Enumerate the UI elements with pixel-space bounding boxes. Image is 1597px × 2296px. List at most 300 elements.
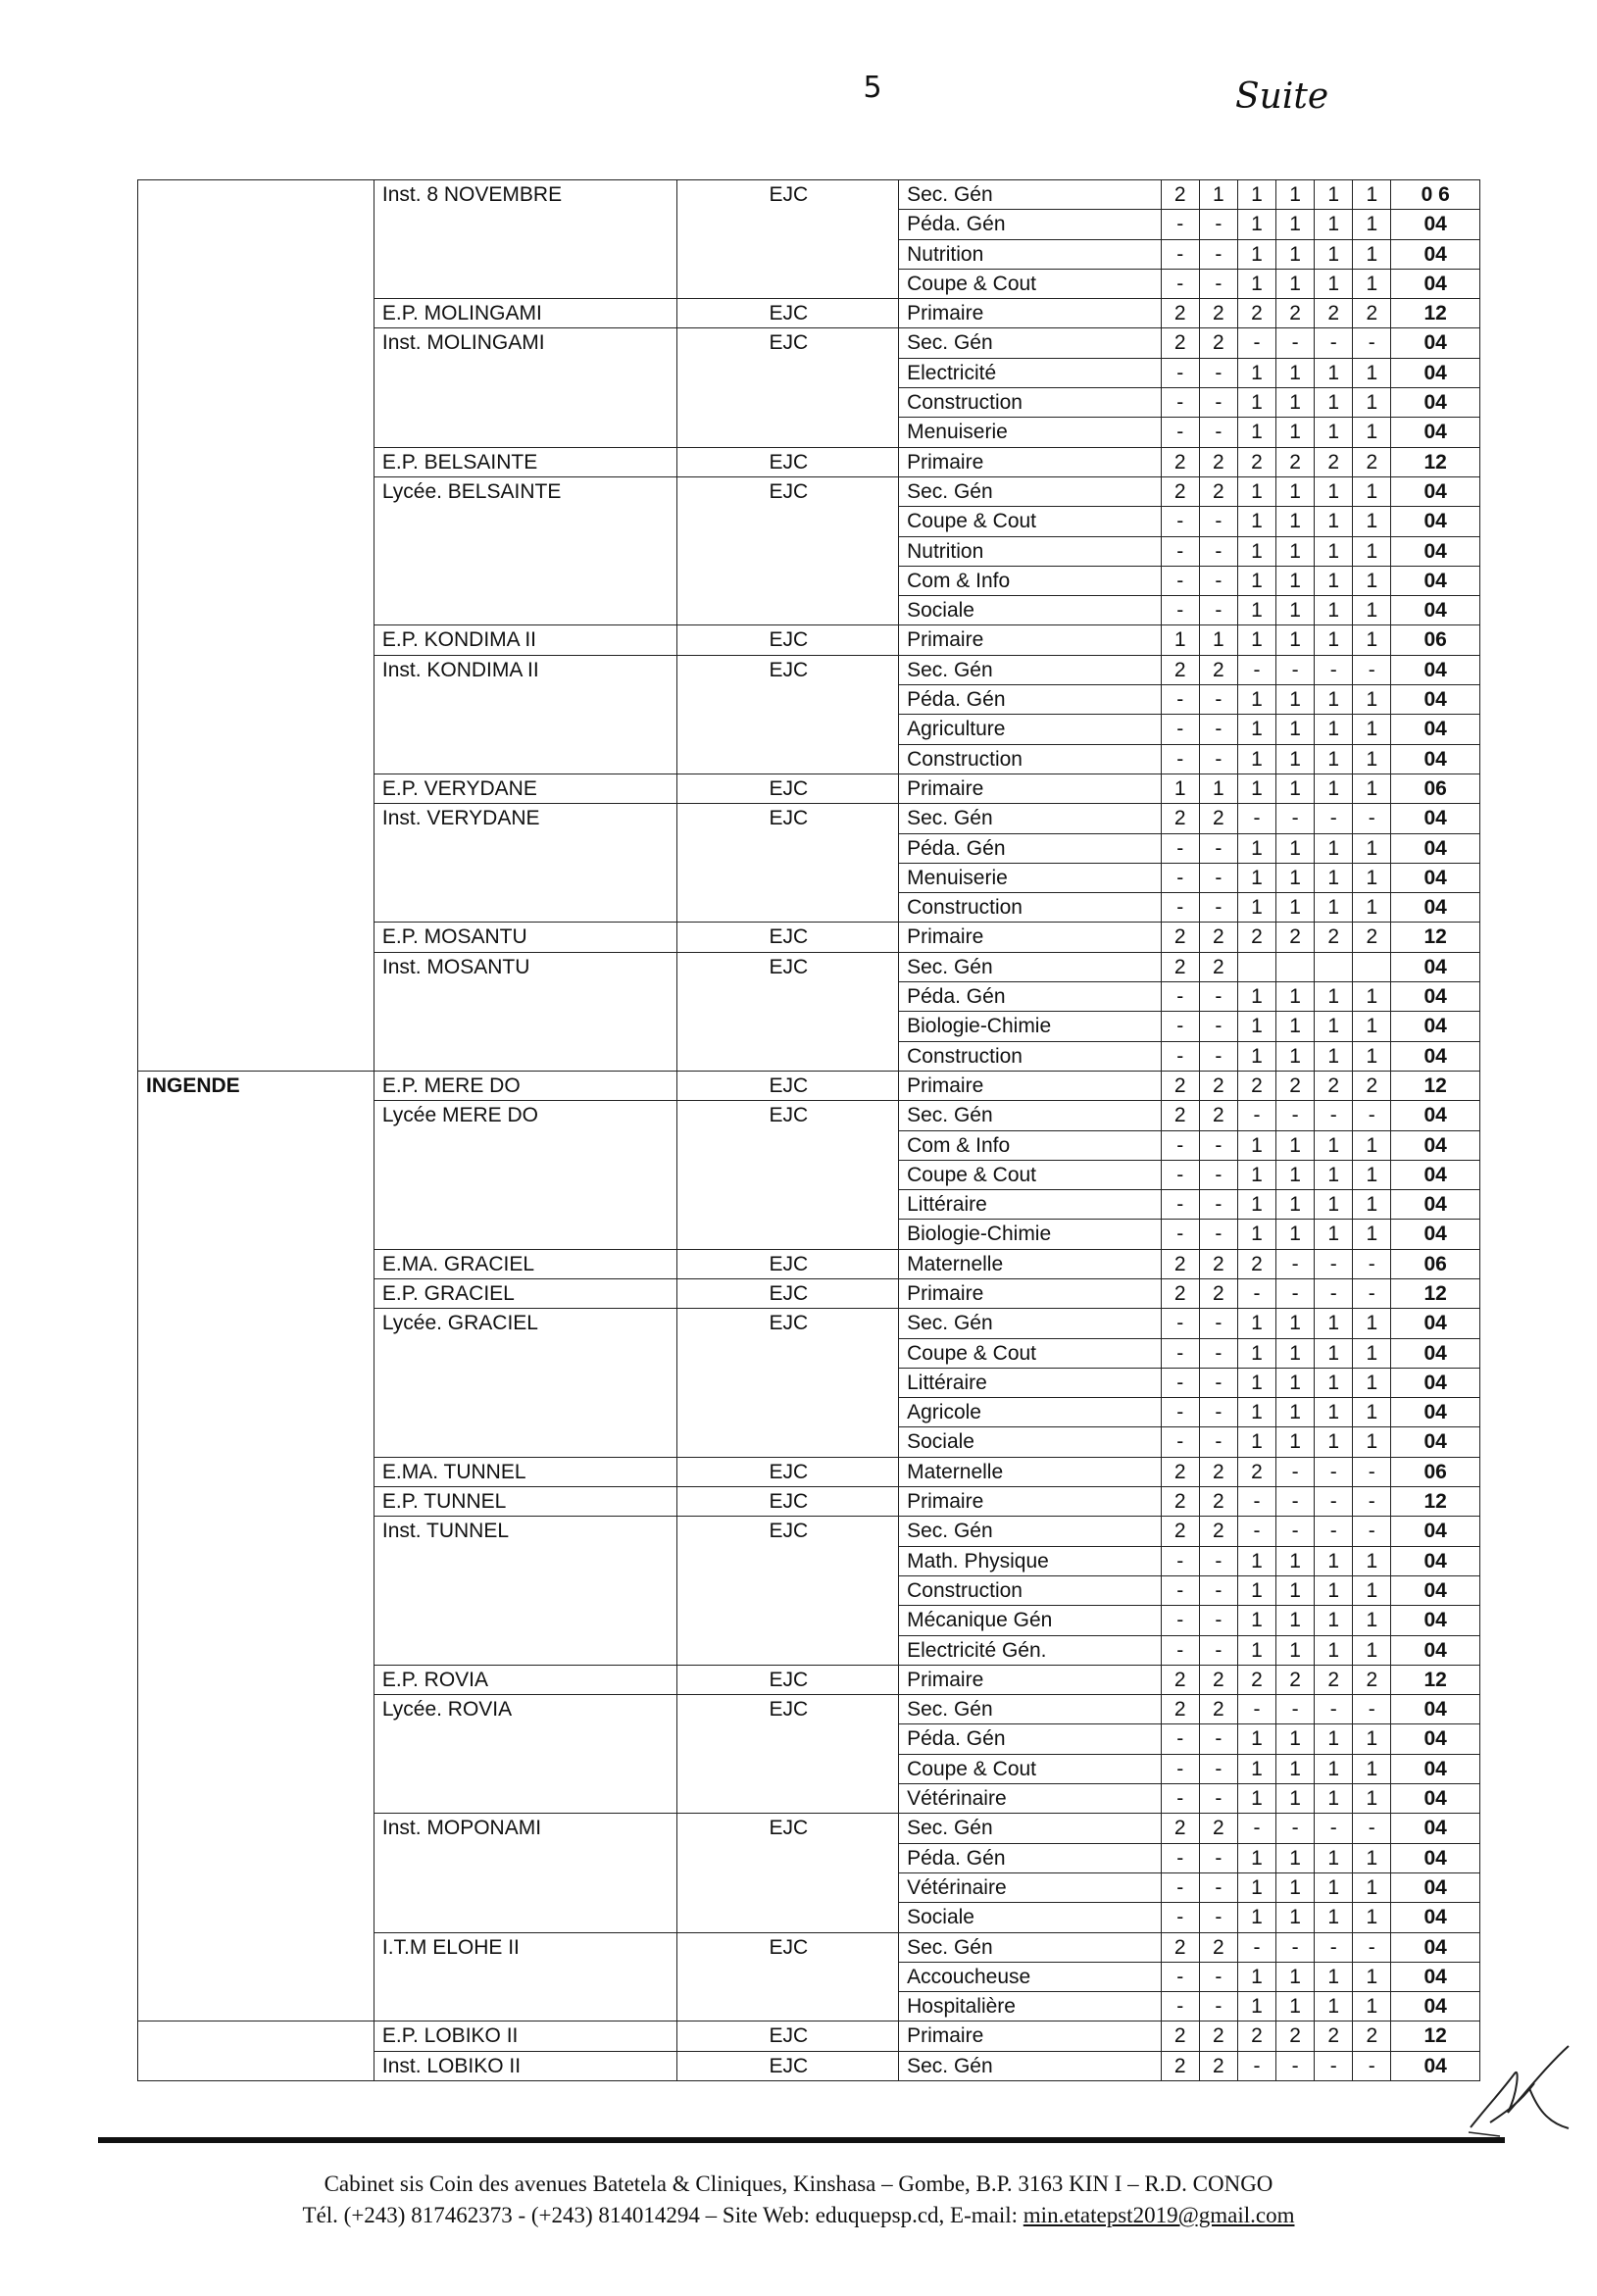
option-cell: Sociale bbox=[899, 1427, 1162, 1457]
option-cell: Péda. Gén bbox=[899, 685, 1162, 715]
class-count-cell: 1 bbox=[1315, 1012, 1353, 1041]
class-count-cell: - bbox=[1276, 1249, 1315, 1278]
option-cell: Littéraire bbox=[899, 1368, 1162, 1397]
class-count-cell: - bbox=[1237, 2051, 1275, 2080]
class-count-cell: 1 bbox=[1276, 1872, 1315, 1902]
footer-email-link[interactable]: min.etatepst2019@gmail.com bbox=[1023, 2203, 1295, 2227]
class-count-cell: 1 bbox=[1276, 210, 1315, 239]
class-count-cell: - bbox=[1276, 1932, 1315, 1962]
class-count-cell: 2 bbox=[1161, 655, 1199, 684]
class-count-cell: - bbox=[1161, 239, 1199, 269]
class-count-cell: - bbox=[1315, 1101, 1353, 1130]
class-count-cell: 1 bbox=[1315, 774, 1353, 803]
class-count-cell: - bbox=[1315, 1517, 1353, 1546]
footer-phone-web: Tél. (+243) 817462373 - (+243) 814014294 – Site Web: eduquepsp.cd, E-mail: bbox=[302, 2203, 1023, 2227]
option-cell: Mécanique Gén bbox=[899, 1606, 1162, 1635]
class-count-cell: 1 bbox=[1237, 893, 1275, 923]
option-cell: Péda. Gén bbox=[899, 982, 1162, 1012]
management-cell: EJC bbox=[676, 655, 898, 774]
class-count-cell: - bbox=[1315, 804, 1353, 833]
class-count-cell: 1 bbox=[1237, 180, 1275, 210]
option-cell: Sec. Gén bbox=[899, 180, 1162, 210]
class-count-cell: 1 bbox=[1353, 833, 1391, 863]
class-count-cell: 1 bbox=[1353, 715, 1391, 744]
class-count-cell: 1 bbox=[1353, 239, 1391, 269]
class-count-cell: - bbox=[1276, 1814, 1315, 1843]
option-cell: Primaire bbox=[899, 1665, 1162, 1694]
class-count-cell: - bbox=[1315, 655, 1353, 684]
option-cell: Coupe & Cout bbox=[899, 507, 1162, 536]
total-cell: 04 bbox=[1391, 1427, 1480, 1457]
total-cell: 04 bbox=[1391, 1814, 1480, 1843]
class-count-cell: - bbox=[1353, 1695, 1391, 1724]
class-count-cell: 1 bbox=[1353, 1784, 1391, 1814]
class-count-cell: 1 bbox=[1276, 1843, 1315, 1872]
class-count-cell: - bbox=[1199, 1368, 1237, 1397]
option-cell: Com & Info bbox=[899, 566, 1162, 595]
class-count-cell: - bbox=[1199, 1635, 1237, 1665]
class-count-cell: 1 bbox=[1237, 1992, 1275, 2021]
class-count-cell: 1 bbox=[1315, 1992, 1353, 2021]
class-count-cell: 1 bbox=[1315, 1635, 1353, 1665]
class-count-cell: 1 bbox=[1276, 358, 1315, 387]
class-count-cell: 2 bbox=[1237, 1665, 1275, 1694]
total-cell: 04 bbox=[1391, 1101, 1480, 1130]
option-cell: Sociale bbox=[899, 1903, 1162, 1932]
class-count-cell: 1 bbox=[1237, 715, 1275, 744]
class-count-cell: 1 bbox=[1276, 774, 1315, 803]
class-count-cell: 1 bbox=[1276, 536, 1315, 566]
total-cell: 12 bbox=[1391, 1278, 1480, 1308]
class-count-cell: 2 bbox=[1276, 299, 1315, 328]
option-cell: Péda. Gén bbox=[899, 1724, 1162, 1754]
class-count-cell: 2 bbox=[1161, 180, 1199, 210]
class-count-cell: 1 bbox=[1353, 982, 1391, 1012]
option-cell: Vétérinaire bbox=[899, 1784, 1162, 1814]
class-count-cell: 1 bbox=[1276, 1903, 1315, 1932]
class-count-cell: 2 bbox=[1315, 447, 1353, 476]
class-count-cell: - bbox=[1161, 1843, 1199, 1872]
class-count-cell: - bbox=[1199, 1309, 1237, 1338]
class-count-cell: 1 bbox=[1353, 774, 1391, 803]
class-count-cell: - bbox=[1353, 1278, 1391, 1308]
option-cell: Sec. Gén bbox=[899, 1932, 1162, 1962]
class-count-cell: 2 bbox=[1315, 923, 1353, 952]
class-count-cell: 1 bbox=[1237, 1575, 1275, 1605]
class-count-cell: - bbox=[1315, 328, 1353, 358]
class-count-cell: 1 bbox=[1353, 1220, 1391, 1249]
option-cell: Sec. Gén bbox=[899, 1309, 1162, 1338]
class-count-cell: 1 bbox=[1276, 715, 1315, 744]
option-cell: Biologie-Chimie bbox=[899, 1012, 1162, 1041]
class-count-cell: 2 bbox=[1161, 2021, 1199, 2051]
class-count-cell: - bbox=[1199, 1012, 1237, 1041]
footer-divider bbox=[98, 2137, 1505, 2143]
class-count-cell: - bbox=[1199, 1398, 1237, 1427]
class-count-cell: - bbox=[1161, 715, 1199, 744]
class-count-cell: - bbox=[1276, 804, 1315, 833]
class-count-cell: - bbox=[1161, 1635, 1199, 1665]
class-count-cell: 1 bbox=[1199, 180, 1237, 210]
option-cell: Péda. Gén bbox=[899, 210, 1162, 239]
total-cell: 04 bbox=[1391, 476, 1480, 506]
option-cell: Sec. Gén bbox=[899, 1517, 1162, 1546]
class-count-cell: - bbox=[1353, 1101, 1391, 1130]
class-count-cell: 2 bbox=[1199, 923, 1237, 952]
total-cell: 04 bbox=[1391, 1398, 1480, 1427]
footer bbox=[0, 2169, 1597, 2231]
class-count-cell: 1 bbox=[1237, 536, 1275, 566]
class-count-cell: 2 bbox=[1161, 952, 1199, 981]
class-count-cell: 1 bbox=[1276, 1012, 1315, 1041]
class-count-cell: 1 bbox=[1353, 269, 1391, 298]
class-count-cell: - bbox=[1161, 833, 1199, 863]
class-count-cell: 1 bbox=[1353, 863, 1391, 892]
total-cell: 04 bbox=[1391, 1309, 1480, 1338]
class-count-cell: 2 bbox=[1199, 1101, 1237, 1130]
option-cell: Primaire bbox=[899, 299, 1162, 328]
class-count-cell: 1 bbox=[1315, 1427, 1353, 1457]
total-cell: 04 bbox=[1391, 1338, 1480, 1368]
class-count-cell: 1 bbox=[1353, 1130, 1391, 1160]
class-count-cell: - bbox=[1237, 1814, 1275, 1843]
class-count-cell: 1 bbox=[1353, 1338, 1391, 1368]
class-count-cell: 1 bbox=[1353, 358, 1391, 387]
class-count-cell: 1 bbox=[1237, 239, 1275, 269]
class-count-cell: 1 bbox=[1237, 507, 1275, 536]
management-cell: EJC bbox=[676, 1278, 898, 1308]
total-cell: 04 bbox=[1391, 536, 1480, 566]
class-count-cell: 2 bbox=[1237, 2021, 1275, 2051]
option-cell: Primaire bbox=[899, 774, 1162, 803]
region-cell: INGENDE bbox=[138, 1071, 374, 2021]
class-count-cell: - bbox=[1276, 1487, 1315, 1517]
class-count-cell bbox=[1315, 952, 1353, 981]
total-cell: 04 bbox=[1391, 239, 1480, 269]
school-name-cell: Inst. VERYDANE bbox=[374, 804, 676, 923]
class-count-cell: 2 bbox=[1315, 2021, 1353, 2051]
management-cell: EJC bbox=[676, 625, 898, 655]
school-name-cell: E.P. KONDIMA II bbox=[374, 625, 676, 655]
class-count-cell: 1 bbox=[1353, 625, 1391, 655]
class-count-cell: - bbox=[1161, 1427, 1199, 1457]
class-count-cell: 1 bbox=[1353, 388, 1391, 418]
option-cell: Coupe & Cout bbox=[899, 269, 1162, 298]
option-cell: Sec. Gén bbox=[899, 476, 1162, 506]
school-name-cell: Lycée. GRACIEL bbox=[374, 1309, 676, 1457]
class-count-cell: 1 bbox=[1276, 566, 1315, 595]
class-count-cell: 1 bbox=[1276, 1606, 1315, 1635]
class-count-cell: 1 bbox=[1276, 596, 1315, 625]
option-cell: Construction bbox=[899, 893, 1162, 923]
option-cell: Primaire bbox=[899, 1071, 1162, 1100]
class-count-cell: - bbox=[1199, 863, 1237, 892]
class-count-cell: 1 bbox=[1315, 1724, 1353, 1754]
total-cell: 04 bbox=[1391, 1190, 1480, 1220]
class-count-cell: 2 bbox=[1161, 2051, 1199, 2080]
class-count-cell: 1 bbox=[1161, 625, 1199, 655]
suite-handwritten-mark: Suite bbox=[1235, 76, 1329, 117]
class-count-cell: 1 bbox=[1353, 1041, 1391, 1071]
class-count-cell: 1 bbox=[1315, 863, 1353, 892]
class-count-cell: 1 bbox=[1237, 1784, 1275, 1814]
class-count-cell: - bbox=[1237, 328, 1275, 358]
class-count-cell: 1 bbox=[1315, 269, 1353, 298]
class-count-cell: 1 bbox=[1237, 1368, 1275, 1397]
class-count-cell: - bbox=[1161, 1606, 1199, 1635]
management-cell: EJC bbox=[676, 476, 898, 624]
class-count-cell: - bbox=[1161, 1309, 1199, 1338]
option-cell: Maternelle bbox=[899, 1249, 1162, 1278]
class-count-cell: 2 bbox=[1199, 1517, 1237, 1546]
class-count-cell: 2 bbox=[1199, 1249, 1237, 1278]
class-count-cell: - bbox=[1199, 1546, 1237, 1575]
class-count-cell: 2 bbox=[1276, 447, 1315, 476]
class-count-cell: 2 bbox=[1161, 1457, 1199, 1486]
class-count-cell: - bbox=[1199, 1338, 1237, 1368]
class-count-cell: - bbox=[1161, 1338, 1199, 1368]
class-count-cell: 1 bbox=[1315, 1843, 1353, 1872]
class-count-cell: 1 bbox=[1315, 1190, 1353, 1220]
class-count-cell: - bbox=[1276, 328, 1315, 358]
total-cell: 04 bbox=[1391, 1160, 1480, 1189]
total-cell: 12 bbox=[1391, 447, 1480, 476]
class-count-cell: 1 bbox=[1353, 744, 1391, 774]
school-name-cell: Lycée. ROVIA bbox=[374, 1695, 676, 1814]
class-count-cell: 1 bbox=[1315, 596, 1353, 625]
class-count-cell: 1 bbox=[1276, 388, 1315, 418]
school-name-cell: Lycée. BELSAINTE bbox=[374, 476, 676, 624]
class-count-cell: - bbox=[1161, 1575, 1199, 1605]
class-count-cell: - bbox=[1353, 1457, 1391, 1486]
management-cell: EJC bbox=[676, 804, 898, 923]
option-cell: Agriculture bbox=[899, 715, 1162, 744]
class-count-cell: - bbox=[1353, 2051, 1391, 2080]
class-count-cell: 2 bbox=[1161, 299, 1199, 328]
class-count-cell: 1 bbox=[1237, 1012, 1275, 1041]
class-count-cell: - bbox=[1161, 1398, 1199, 1427]
class-count-cell: 2 bbox=[1353, 447, 1391, 476]
class-count-cell: 1 bbox=[1315, 1309, 1353, 1338]
class-count-cell: - bbox=[1161, 536, 1199, 566]
management-cell: EJC bbox=[676, 299, 898, 328]
class-count-cell: - bbox=[1161, 1784, 1199, 1814]
class-count-cell: - bbox=[1199, 1575, 1237, 1605]
option-cell: Math. Physique bbox=[899, 1546, 1162, 1575]
class-count-cell: - bbox=[1161, 1160, 1199, 1189]
class-count-cell: 2 bbox=[1199, 299, 1237, 328]
class-count-cell: - bbox=[1199, 833, 1237, 863]
class-count-cell: 1 bbox=[1237, 1754, 1275, 1783]
class-count-cell: - bbox=[1353, 655, 1391, 684]
class-count-cell: - bbox=[1199, 596, 1237, 625]
class-count-cell: 1 bbox=[1237, 833, 1275, 863]
class-count-cell: 1 bbox=[1353, 1903, 1391, 1932]
management-cell: EJC bbox=[676, 952, 898, 1071]
class-count-cell: 2 bbox=[1199, 1695, 1237, 1724]
option-cell: Sociale bbox=[899, 596, 1162, 625]
class-count-cell: 1 bbox=[1315, 536, 1353, 566]
class-count-cell: 1 bbox=[1276, 1041, 1315, 1071]
class-count-cell: 1 bbox=[1237, 388, 1275, 418]
class-count-cell: 2 bbox=[1237, 447, 1275, 476]
option-cell: Nutrition bbox=[899, 536, 1162, 566]
school-name-cell: Inst. LOBIKO II bbox=[374, 2051, 676, 2080]
class-count-cell: 1 bbox=[1276, 1784, 1315, 1814]
class-count-cell: 1 bbox=[1237, 744, 1275, 774]
class-count-cell: 1 bbox=[1237, 1843, 1275, 1872]
class-count-cell: 1 bbox=[1315, 1872, 1353, 1902]
class-count-cell: 2 bbox=[1237, 1249, 1275, 1278]
class-count-cell: - bbox=[1161, 507, 1199, 536]
class-count-cell: 1 bbox=[1353, 1992, 1391, 2021]
total-cell: 04 bbox=[1391, 1932, 1480, 1962]
school-name-cell: Inst. 8 NOVEMBRE bbox=[374, 180, 676, 299]
class-count-cell: - bbox=[1161, 358, 1199, 387]
class-count-cell: - bbox=[1199, 358, 1237, 387]
class-count-cell: 1 bbox=[1237, 625, 1275, 655]
total-cell: 04 bbox=[1391, 388, 1480, 418]
class-count-cell: 1 bbox=[1315, 744, 1353, 774]
option-cell: Menuiserie bbox=[899, 863, 1162, 892]
class-count-cell: 1 bbox=[1353, 596, 1391, 625]
class-count-cell: 1 bbox=[1199, 774, 1237, 803]
class-count-cell: 1 bbox=[1276, 1724, 1315, 1754]
class-count-cell: - bbox=[1353, 1487, 1391, 1517]
class-count-cell: - bbox=[1353, 1249, 1391, 1278]
option-cell: Construction bbox=[899, 388, 1162, 418]
class-count-cell: 1 bbox=[1315, 418, 1353, 447]
total-cell: 04 bbox=[1391, 1784, 1480, 1814]
total-cell: 04 bbox=[1391, 1635, 1480, 1665]
signature-mark bbox=[1461, 2034, 1578, 2142]
class-count-cell: 2 bbox=[1199, 804, 1237, 833]
management-cell: EJC bbox=[676, 1517, 898, 1665]
class-count-cell: 2 bbox=[1315, 299, 1353, 328]
class-count-cell: 1 bbox=[1237, 863, 1275, 892]
class-count-cell: - bbox=[1315, 1695, 1353, 1724]
school-name-cell: E.P. TUNNEL bbox=[374, 1487, 676, 1517]
class-count-cell: 1 bbox=[1315, 566, 1353, 595]
option-cell: Primaire bbox=[899, 1487, 1162, 1517]
class-count-cell: 2 bbox=[1237, 1071, 1275, 1100]
total-cell: 04 bbox=[1391, 685, 1480, 715]
school-name-cell: E.P. VERYDANE bbox=[374, 774, 676, 803]
class-count-cell: 1 bbox=[1276, 1338, 1315, 1368]
total-cell: 04 bbox=[1391, 715, 1480, 744]
option-cell: Sec. Gén bbox=[899, 655, 1162, 684]
class-count-cell: 2 bbox=[1161, 1071, 1199, 1100]
region-cell bbox=[138, 180, 374, 1072]
option-cell: Vétérinaire bbox=[899, 1872, 1162, 1902]
class-count-cell bbox=[1237, 952, 1275, 981]
class-count-cell: 1 bbox=[1315, 833, 1353, 863]
school-name-cell: E.P. ROVIA bbox=[374, 1665, 676, 1694]
class-count-cell: 1 bbox=[1353, 1872, 1391, 1902]
total-cell: 04 bbox=[1391, 1517, 1480, 1546]
class-count-cell: 1 bbox=[1237, 774, 1275, 803]
class-count-cell: 1 bbox=[1353, 536, 1391, 566]
class-count-cell: 1 bbox=[1276, 1220, 1315, 1249]
class-count-cell: - bbox=[1199, 269, 1237, 298]
class-count-cell: 1 bbox=[1353, 507, 1391, 536]
class-count-cell: 1 bbox=[1353, 180, 1391, 210]
class-count-cell: - bbox=[1315, 1814, 1353, 1843]
class-count-cell: 1 bbox=[1315, 476, 1353, 506]
class-count-cell: 1 bbox=[1315, 1903, 1353, 1932]
class-count-cell: - bbox=[1237, 1695, 1275, 1724]
class-count-cell: - bbox=[1161, 388, 1199, 418]
region-cell bbox=[138, 2021, 374, 2081]
class-count-cell: - bbox=[1161, 269, 1199, 298]
total-cell: 04 bbox=[1391, 566, 1480, 595]
class-count-cell: 1 bbox=[1315, 1754, 1353, 1783]
option-cell: Primaire bbox=[899, 1278, 1162, 1308]
class-count-cell: 2 bbox=[1199, 1457, 1237, 1486]
class-count-cell: 1 bbox=[1199, 625, 1237, 655]
class-count-cell: - bbox=[1237, 1101, 1275, 1130]
class-count-cell: - bbox=[1161, 210, 1199, 239]
class-count-cell: 1 bbox=[1353, 1606, 1391, 1635]
class-count-cell: 1 bbox=[1315, 239, 1353, 269]
class-count-cell: - bbox=[1353, 1932, 1391, 1962]
total-cell: 04 bbox=[1391, 1903, 1480, 1932]
management-cell: EJC bbox=[676, 1249, 898, 1278]
class-count-cell: 1 bbox=[1276, 418, 1315, 447]
class-count-cell: - bbox=[1161, 1220, 1199, 1249]
option-cell: Construction bbox=[899, 744, 1162, 774]
total-cell: 04 bbox=[1391, 1220, 1480, 1249]
class-count-cell: 2 bbox=[1315, 1665, 1353, 1694]
class-count-cell: - bbox=[1199, 239, 1237, 269]
class-count-cell: 1 bbox=[1315, 210, 1353, 239]
class-count-cell: 2 bbox=[1353, 1071, 1391, 1100]
class-count-cell: 1 bbox=[1237, 982, 1275, 1012]
class-count-cell: 2 bbox=[1276, 1071, 1315, 1100]
class-count-cell: 2 bbox=[1353, 923, 1391, 952]
total-cell: 04 bbox=[1391, 1843, 1480, 1872]
total-cell: 0 6 bbox=[1391, 180, 1480, 210]
option-cell: Sec. Gén bbox=[899, 804, 1162, 833]
management-cell: EJC bbox=[676, 1665, 898, 1694]
management-cell: EJC bbox=[676, 447, 898, 476]
school-name-cell: Inst. TUNNEL bbox=[374, 1517, 676, 1665]
class-count-cell: 1 bbox=[1237, 1041, 1275, 1071]
total-cell: 06 bbox=[1391, 1249, 1480, 1278]
class-count-cell: - bbox=[1315, 1278, 1353, 1308]
class-count-cell: 1 bbox=[1315, 715, 1353, 744]
management-cell: EJC bbox=[676, 1695, 898, 1814]
class-count-cell: 1 bbox=[1276, 1427, 1315, 1457]
class-count-cell: 1 bbox=[1276, 269, 1315, 298]
class-count-cell: 1 bbox=[1237, 596, 1275, 625]
class-count-cell: 1 bbox=[1353, 1754, 1391, 1783]
class-count-cell: 2 bbox=[1199, 2021, 1237, 2051]
schools-table bbox=[137, 179, 1480, 2081]
total-cell: 12 bbox=[1391, 1071, 1480, 1100]
class-count-cell: 2 bbox=[1161, 1695, 1199, 1724]
total-cell: 04 bbox=[1391, 2051, 1480, 2080]
class-count-cell: 2 bbox=[1161, 1487, 1199, 1517]
class-count-cell: 1 bbox=[1276, 833, 1315, 863]
class-count-cell: 1 bbox=[1276, 180, 1315, 210]
class-count-cell: 1 bbox=[1161, 774, 1199, 803]
option-cell: Péda. Gén bbox=[899, 833, 1162, 863]
option-cell: Agricole bbox=[899, 1398, 1162, 1427]
class-count-cell: 1 bbox=[1353, 1843, 1391, 1872]
class-count-cell: - bbox=[1276, 1695, 1315, 1724]
class-count-cell: 1 bbox=[1276, 1635, 1315, 1665]
